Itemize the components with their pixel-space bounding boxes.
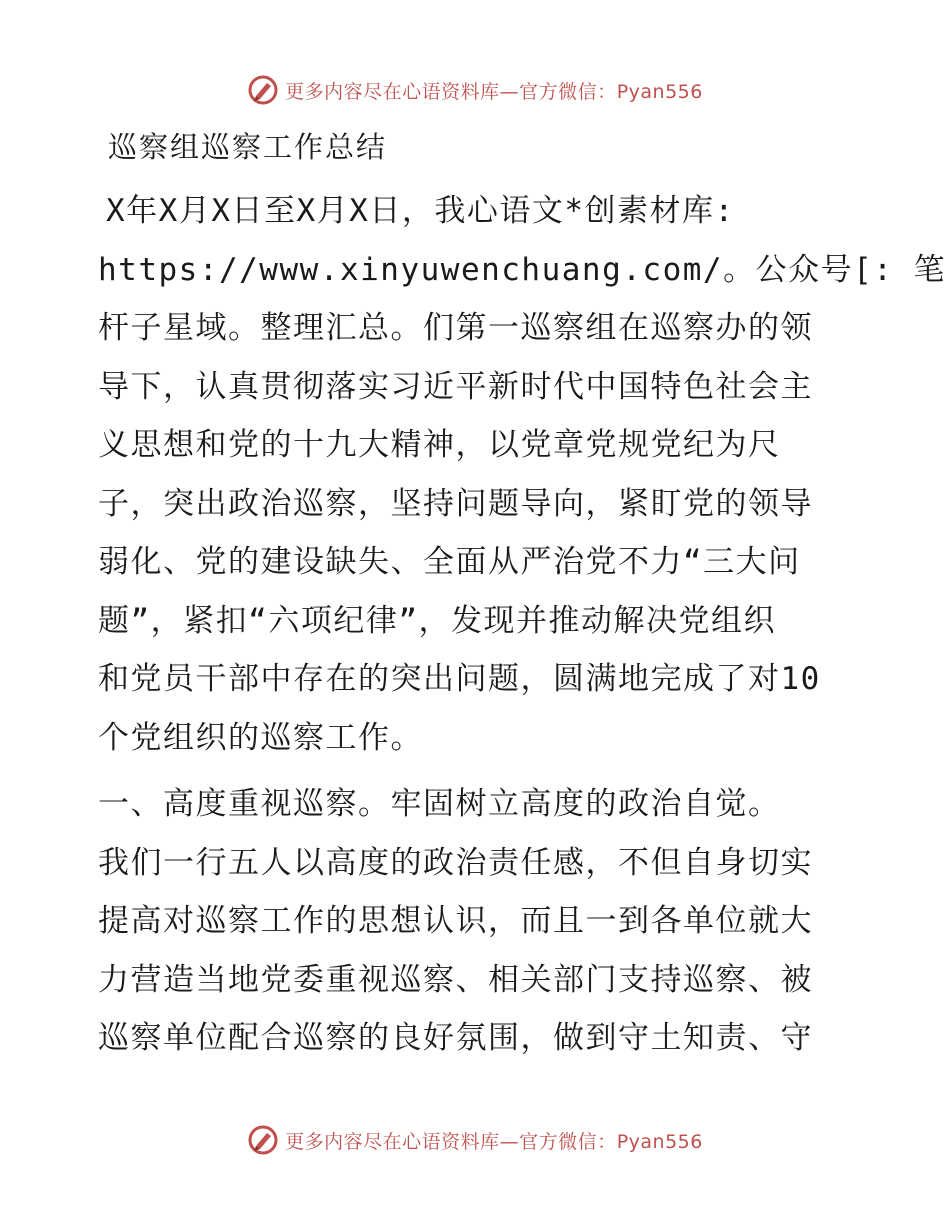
text-line: 我们一行五人以高度的政治责任感，不但自身切实 <box>98 844 813 881</box>
paragraph-intro <box>98 182 947 767</box>
footer-watermark <box>0 1120 950 1160</box>
watermark-separator: — <box>499 80 520 103</box>
text-line: 导下，认真贯彻落实习近平新时代中国特色社会主 <box>98 368 813 405</box>
text-line: 巡察单位配合巡察的良好氛围，做到守土知责、守 <box>98 1020 813 1056</box>
document-title: 巡察组巡察工作总结 <box>108 130 388 164</box>
watermark-account: Pyan556 <box>616 1130 703 1153</box>
text-line: 杆子星域。整理汇总。们第一巡察组在巡察办的领 <box>98 310 813 346</box>
watermark-text <box>285 77 703 104</box>
text-line: https://www.xinyuwenchuang.com/。公众号[: 笔 <box>98 251 947 288</box>
text-line: 义思想和党的十九大精神，以党章党规党纪为尺 <box>98 427 781 463</box>
watermark-main-text: 更多内容尽在心语资料库 <box>285 80 500 103</box>
watermark-account: Pyan556 <box>616 80 703 103</box>
text-line: 和党员干部中存在的突出问题，圆满地完成了对10 <box>98 661 821 697</box>
watermark-wechat-label: 官方微信： <box>519 1130 617 1153</box>
watermark-main-text: 更多内容尽在心语资料库 <box>285 1130 500 1153</box>
watermark-separator: — <box>499 1130 520 1153</box>
text-line: X年X月X日至X月X日，我心语文*创素材库: <box>106 193 735 229</box>
document-body <box>98 118 947 1068</box>
watermark-wechat-label: 官方微信： <box>519 80 617 103</box>
section-heading: 一、高度重视巡察。牢固树立高度的政治自觉。 <box>98 786 781 822</box>
text-line: 个党组织的巡察工作。 <box>98 719 423 756</box>
header-watermark <box>0 70 950 110</box>
paragraph-section-one <box>98 775 858 1068</box>
text-line: 力营造当地党委重视巡察、相关部门支持巡察、被 <box>98 961 813 998</box>
pen-logo-icon <box>247 1124 279 1156</box>
text-line: 提高对巡察工作的思想认识，而且一到各单位就大 <box>98 903 813 939</box>
pen-logo-icon <box>247 74 279 106</box>
text-line: 题”，紧扣“六项纪律”，发现并推动解决党组织 <box>98 602 776 639</box>
text-line: 弱化、党的建设缺失、全面从严治党不力“三大问 <box>98 544 801 580</box>
watermark-text <box>285 1127 703 1154</box>
text-line: 子，突出政治巡察，坚持问题导向，紧盯党的领导 <box>98 485 813 522</box>
